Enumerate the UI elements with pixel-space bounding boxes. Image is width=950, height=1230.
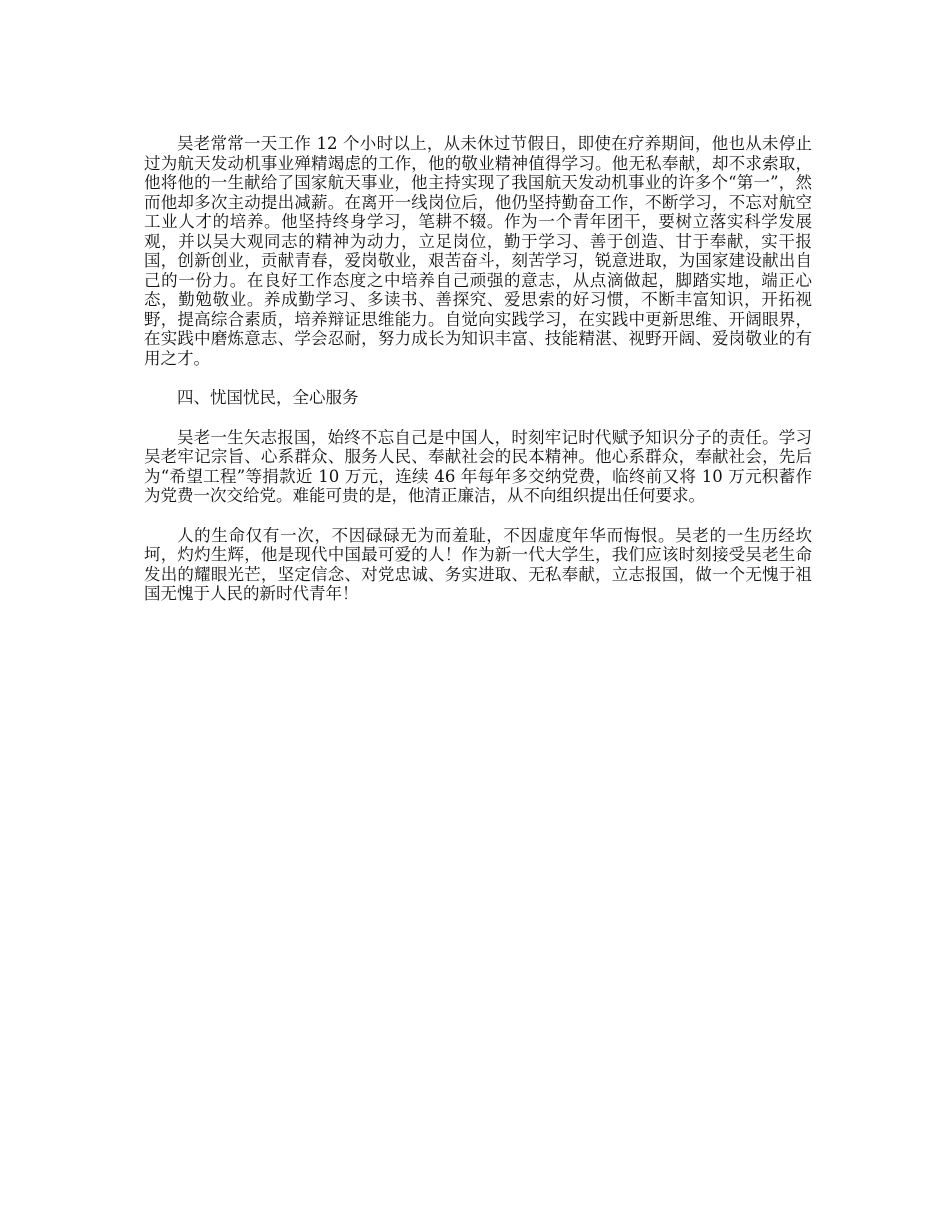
paragraph-spacer bbox=[144, 368, 812, 388]
paragraph-dedication: 吴老常常一天工作 12 个小时以上，从未休过节假日，即使在疗养期间，他也从未停止过为航天发动机事业殚精竭虑的工作，他的敬业精神值得学习。他无私奉献，却不求索取，他将他的一生献给了国家航天事业，他主持实现了我国航天发动机事业的许多个“第一”，然而他却多次主动提出减薪。在离开一线岗位后，他仍坚持勤奋工作，不断学习，不忘对航空工业人才的培养。他坚持终身学习，笔耕不辍。作为一个青年团干，要树立落实科学发展观，并以吴大观同志的精神为动力，立足岗位，勤于学习、善于创造、甘于奉献，实干报国，创新创业，贡献青春，爱岗敬业，艰苦奋斗，刻苦学习，锐意进取，为国家建设献出自己的一份力。在良好工作态度之中培养自己顽强的意志，从点滴做起，脚踏实地，端正心态，勤勉敬业。养成勤学习、多读书、善探究、爱思索的好习惯，不断丰富知识，开拓视野，提高综合素质，培养辩证思维能力。自觉向实践学习，在实践中更新思维、开阔眼界，在实践中磨炼意志、学会忍耐，努力成长为知识丰富、技能精湛、视野开阔、爱岗敬业的有用之才。 bbox=[144, 134, 812, 368]
paragraph-spacer bbox=[144, 506, 812, 526]
paragraph-spacer bbox=[144, 408, 812, 428]
section-heading: 四、忧国忧民，全心服务 bbox=[177, 388, 359, 407]
document-body bbox=[144, 134, 812, 604]
paragraph-conclusion: 人的生命仅有一次，不因碌碌无为而羞耻，不因虚度年华而悔恨。吴老的一生历经坎坷，灼灼生辉，他是现代中国最可爱的人！作为新一代大学生，我们应该时刻接受吴老生命发出的耀眼光芒，坚定信念、对党忠诚、务实进取、无私奉献，立志报国，做一个无愧于祖国无愧于人民的新时代青年！ bbox=[144, 525, 812, 603]
paragraph-patriotism: 吴老一生矢志报国，始终不忘自己是中国人，时刻牢记时代赋予知识分子的责任。学习吴老牢记宗旨、心系群众、服务人民、奉献社会的民本精神。他心系群众，奉献社会，先后为“希望工程”等捐款近 10 万元，连续 46 年每年多交纳党费，临终前又将 10 万元积蓄作为党费一次交给党。难能可贵的是，他清正廉洁，从不向组织提出任何要求。 bbox=[144, 427, 812, 505]
